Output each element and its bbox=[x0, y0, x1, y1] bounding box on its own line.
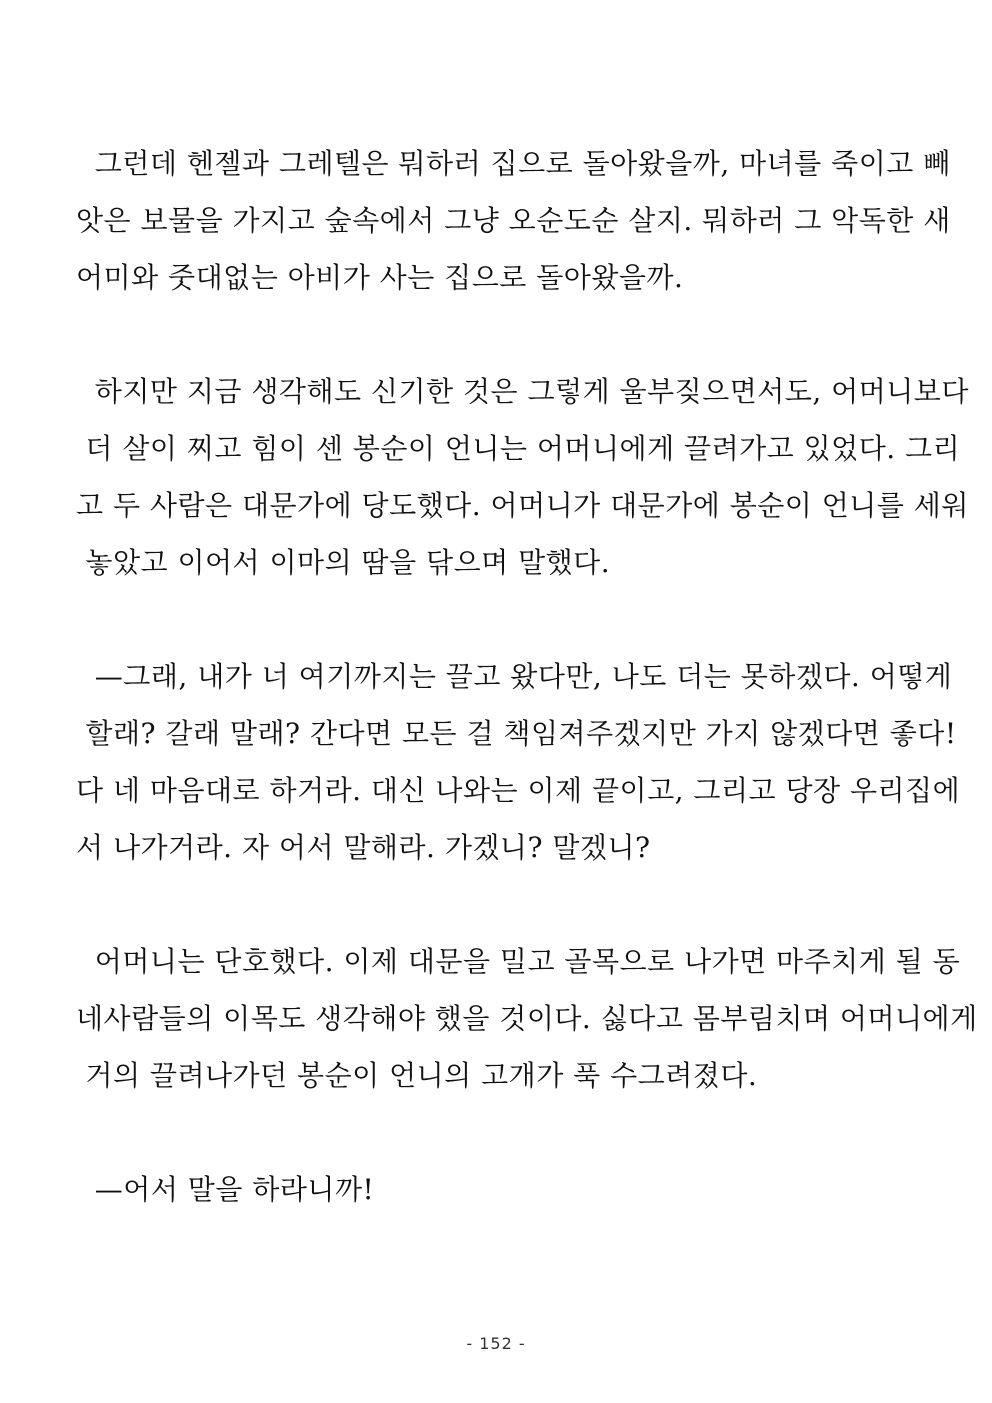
paragraph-3-line-1: —그래, 내가 너 여기까지는 끌고 왔다만, 나도 더는 못하겠다. 어떻게 bbox=[76, 660, 953, 693]
paragraph-1-line-3: 어미와 줏대없는 아비가 사는 집으로 돌아왔을까. bbox=[76, 261, 684, 294]
page-number: - 152 - bbox=[466, 1334, 526, 1353]
paragraph-4-line-1: 어머니는 단호했다. 이제 대문을 밀고 골목으로 나가면 마주치게 될 동 bbox=[76, 945, 961, 978]
paragraph-2-line-2: 더 살이 찌고 힘이 센 봉순이 언니는 어머니에게 끌려가고 있었다. 그리 bbox=[76, 432, 961, 465]
paragraph-3-line-4: 서 나가거라. 자 어서 말해라. 가겠니? 말겠니? bbox=[76, 831, 651, 864]
paragraph-1-line-1: 그런데 헨젤과 그레텔은 뭐하러 집으로 돌아왔을까, 마녀를 죽이고 빼 bbox=[76, 147, 951, 180]
paragraph-2-line-3: 고 두 사람은 대문가에 당도했다. 어머니가 대문가에 봉순이 언니를 세워 bbox=[76, 489, 969, 522]
paragraph-1-line-2: 앗은 보물을 가지고 숲속에서 그냥 오순도순 살지. 뭐하러 그 악독한 새 bbox=[76, 204, 951, 237]
paragraph-2-line-4: 놓았고 이어서 이마의 땀을 닦으며 말했다. bbox=[76, 546, 611, 579]
paragraph-5-line-1: —어서 말을 하라니까! bbox=[76, 1173, 375, 1206]
paragraph-2-line-1: 하지만 지금 생각해도 신기한 것은 그렇게 울부짖으면서도, 어머니보다 bbox=[76, 375, 969, 408]
paragraph-4-line-2: 네사람들의 이목도 생각해야 했을 것이다. 싫다고 몸부림치며 어머니에게 bbox=[76, 1002, 978, 1035]
paragraph-4-line-3: 거의 끌려나가던 봉순이 언니의 고개가 푹 수그려졌다. bbox=[76, 1059, 758, 1092]
paragraph-3-line-3: 다 네 마음대로 하거라. 대신 나와는 이제 끝이고, 그리고 당장 우리집에 bbox=[76, 774, 961, 807]
paragraph-3-line-2: 할래? 갈래 말래? 간다면 모든 걸 책임져주겠지만 가지 않겠다면 좋다! bbox=[76, 717, 957, 750]
